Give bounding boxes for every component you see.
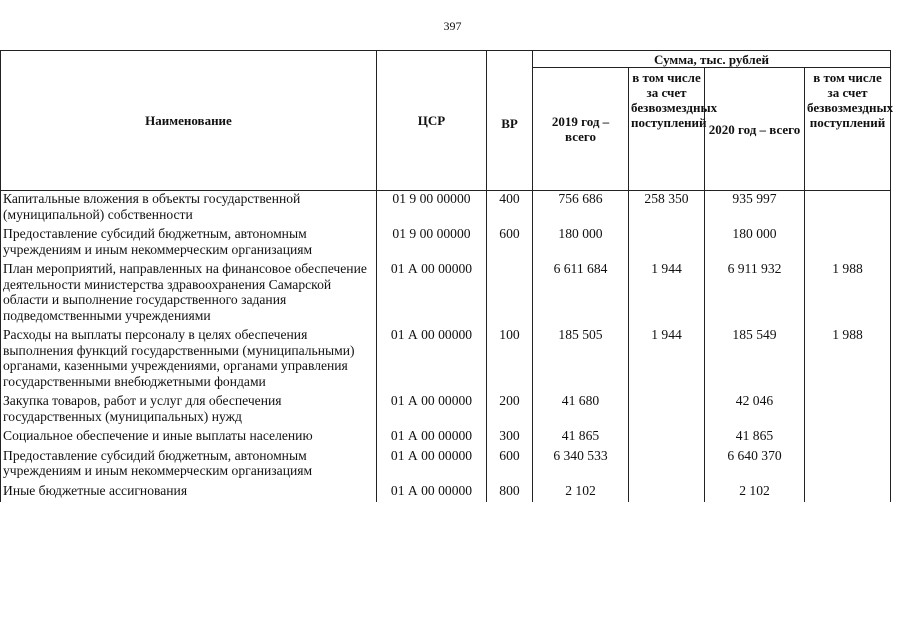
row-name: Предоставление субсидий бюджетным, автономным учреждениям и иным некоммерческим организациям — [1, 448, 377, 483]
row-vr: 200 — [487, 393, 533, 428]
row-csr: 01 А 00 00000 — [377, 261, 487, 327]
row-2019-total: 6 340 533 — [533, 448, 629, 483]
header-2020-total: 2020 год – всего — [705, 68, 805, 191]
row-2019-grants — [629, 428, 705, 448]
row-2020-total: 935 997 — [705, 191, 805, 227]
budget-table — [0, 50, 894, 502]
row-csr: 01 А 00 00000 — [377, 327, 487, 393]
row-2019-grants — [629, 448, 705, 483]
row-2020-grants: 1 988 — [805, 261, 891, 327]
row-2020-grants — [805, 191, 891, 227]
row-2019-total: 41 680 — [533, 393, 629, 428]
header-2019-grants: в том числе за счет безвозмездных поступлений — [629, 68, 705, 191]
row-csr: 01 9 00 00000 — [377, 226, 487, 261]
row-name: Расходы на выплаты персоналу в целях обеспечения выполнения функций государственными (муниципальными) органами, казенными учреждениями, органами управления государственными внебюджетными фондами — [1, 327, 377, 393]
row-2019-grants — [629, 483, 705, 503]
table-row — [1, 327, 891, 393]
row-2019-grants: 1 944 — [629, 327, 705, 393]
row-csr: 01 А 00 00000 — [377, 483, 487, 503]
row-2020-total: 6 911 932 — [705, 261, 805, 327]
row-vr: 600 — [487, 448, 533, 483]
row-2020-grants — [805, 428, 891, 448]
table-row — [1, 261, 891, 327]
row-2020-total: 41 865 — [705, 428, 805, 448]
row-2020-grants: 1 988 — [805, 327, 891, 393]
row-csr: 01 А 00 00000 — [377, 448, 487, 483]
table-row — [1, 428, 891, 448]
table-row — [1, 191, 891, 227]
row-2020-total: 180 000 — [705, 226, 805, 261]
row-2020-total: 2 102 — [705, 483, 805, 503]
row-csr: 01 А 00 00000 — [377, 393, 487, 428]
row-vr — [487, 261, 533, 327]
table-row — [1, 226, 891, 261]
row-name: Иные бюджетные ассигнования — [1, 483, 377, 503]
row-vr: 800 — [487, 483, 533, 503]
row-csr: 01 А 00 00000 — [377, 428, 487, 448]
row-name: План мероприятий, направленных на финансовое обеспечение деятельности министерства здравоохранения Самарской области и выполнение государственного задания подведомственными учреждениями — [1, 261, 377, 327]
header-vr: ВР — [487, 51, 533, 191]
row-2019-total: 41 865 — [533, 428, 629, 448]
row-name: Предоставление субсидий бюджетным, автономным учреждениям и иным некоммерческим организациям — [1, 226, 377, 261]
row-2019-grants — [629, 226, 705, 261]
row-2020-grants — [805, 393, 891, 428]
row-2019-grants: 1 944 — [629, 261, 705, 327]
row-vr: 600 — [487, 226, 533, 261]
row-name: Закупка товаров, работ и услуг для обеспечения государственных (муниципальных) нужд — [1, 393, 377, 428]
table-row — [1, 448, 891, 483]
row-2020-grants — [805, 226, 891, 261]
row-vr: 100 — [487, 327, 533, 393]
header-2019-total: 2019 год – всего — [533, 68, 629, 191]
row-2019-total: 756 686 — [533, 191, 629, 227]
row-name: Социальное обеспечение и иные выплаты населению — [1, 428, 377, 448]
row-2020-total: 6 640 370 — [705, 448, 805, 483]
row-csr: 01 9 00 00000 — [377, 191, 487, 227]
row-2019-grants — [629, 393, 705, 428]
table-row — [1, 393, 891, 428]
header-csr: ЦСР — [377, 51, 487, 191]
row-2019-total: 6 611 684 — [533, 261, 629, 327]
row-vr: 300 — [487, 428, 533, 448]
row-2020-total: 185 549 — [705, 327, 805, 393]
row-2020-total: 42 046 — [705, 393, 805, 428]
row-name: Капитальные вложения в объекты государственной (муниципальной) собственности — [1, 191, 377, 227]
row-2019-grants: 258 350 — [629, 191, 705, 227]
row-2020-grants — [805, 448, 891, 483]
header-sum-group: Сумма, тыс. рублей — [533, 51, 891, 68]
row-2019-total: 2 102 — [533, 483, 629, 503]
row-vr: 400 — [487, 191, 533, 227]
row-2019-total: 180 000 — [533, 226, 629, 261]
row-2020-grants — [805, 483, 891, 503]
header-name: Наименование — [1, 51, 377, 191]
page-number: 397 — [443, 19, 462, 33]
table-row — [1, 483, 891, 503]
header-2020-grants: в том числе за счет безвозмездных поступлений — [805, 68, 891, 191]
row-2019-total: 185 505 — [533, 327, 629, 393]
